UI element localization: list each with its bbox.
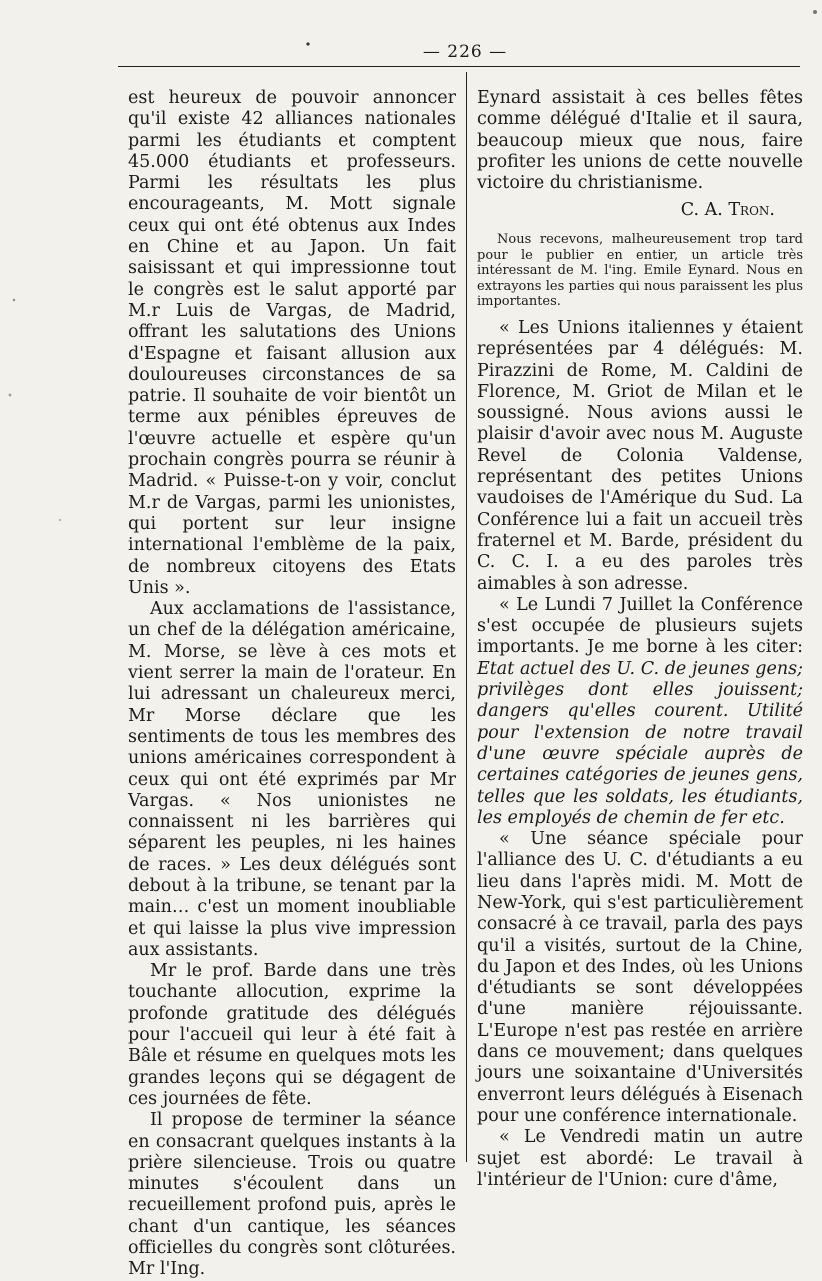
topic-list-italic: Etat actuel des U. C. de jeunes gens; privilèges dont elles jouissent; dangers qu'elles courent. Utilité pour l'extension de notre travail d'une œuvre spéciale auprès de certaines catégories de jeunes gens, telles que les soldats, les étudiants, les employés de chemin de fer etc. xyxy=(477,658,803,828)
signature-text: C. A. Tron. xyxy=(680,200,775,221)
signature xyxy=(477,198,803,222)
left-paragraph-3: Mr le prof. Barde dans une très touchante allocution, exprime la profonde gratitude des délégués pour l'accueil qui leur à été fait à Bâle et résume en quelques mots les grandes leçons qui se dégagent de ces journées de fête. xyxy=(128,961,456,1109)
left-paragraph-1: est heureux de pouvoir annoncer qu'il existe 42 alliances nationales parmi les étudiants et comptent 45.000 étudiants et professeurs. Parmi les résultats les plus encourageants, M. Mott signale ceux qui ont été obtenus aux Indes en Chine et au Japon. Un fait saisissant et qui impressionne tout le congrès est le salut apporté par M.r Luis de Vargas, de Madrid, offrant les salutations des Unions d'Espagne et faisant allusion aux douloureuses circonstances de sa patrie. Il souhaite de voir bientôt un terme aux pénibles épreuves de l'œuvre actuelle et espère qu'un prochain congrès pourra se réunir à Madrid. « Puisse-t-on y voir, conclut M.r de Vargas, parmi les unionistes, qui portent sur leur insigne international l'emblème de la paix, de nombreux citoyens des Etats Unis ». xyxy=(128,88,456,598)
right-paragraph-3: « Une séance spéciale pour l'alliance des U. C. d'étudiants a eu lieu dans l'après midi. M. Mott de New-York, qui s'est particulièrement consacré à ce travail, parla des pays qu'il a visités, surtout de la Chine, du Japon et des Indes, où les Unions d'étudiants se sont développées d'une manière réjouissante. L'Europe n'est pas restée en arrière dans ce mouvement; dans quelques jours une soixantaine d'Universités enverront leurs délégués à Eisenach pour une conférence internationale. xyxy=(477,829,803,1126)
left-paragraph-2: Aux acclamations de l'assistance, un chef de la délégation américaine, M. Morse, se lève à ces mots et vient serrer la main de l'orateur. En lui adressant un chaleureux merci, Mr Morse déclare que les sentiments de tous les membres des unions américaines correspondent à ceux qui ont été exprimés par Mr Vargas. « Nos unionistes ne connaissent ni les barrières qui séparent les peuples, ni les haines de races. » Les deux délégués sont debout à la tribune, se tenant par la main… c'est un moment inoubliable et qui laisse la plus vive impression aux assistants. xyxy=(128,599,456,960)
page-number: — 226 — xyxy=(422,42,508,62)
left-column xyxy=(128,88,456,1281)
left-paragraph-4: Il propose de terminer la séance en consacrant quelques instants à la prière silencieuse. Trois ou quatre minutes s'écoulent dans un recueillement profond puis, après le chant d'un cantique, les séances officielles du congrès sont clôturées. Mr l'Ing. xyxy=(128,1110,456,1280)
column-divider xyxy=(466,72,467,1162)
right-column xyxy=(477,88,803,1191)
right-intro-paragraph: Eynard assistait à ces belles fêtes comme délégué d'Italie et il saura, beaucoup mieux que nous, faire profiter les unions de cette nouvelle victoire du christianisme. xyxy=(477,88,803,194)
editor-note: Nous recevons, malheureusement trop tard pour le publier en entier, un article très intéressant de M. l'ing. Emile Eynard. Nous en extrayons les parties qui nous paraissent les plus importantes. xyxy=(477,232,803,310)
right-paragraph-1: « Les Unions italiennes y étaient représentées par 4 délégués: M. Pirazzini de Rome, M. Caldini de Florence, M. Griot de Milan et le soussigné. Nous avions aussi le plaisir d'avoir avec nous M. Auguste Revel de Colonia Valdense, représentant des petites Unions vaudoises de l'Amérique du Sud. La Conférence lui a fait un accueil très fraternel et M. Barde, président du C. C. I. a eu des paroles très aimables à son adresse. xyxy=(477,317,803,594)
right-paragraph-4: « Le Vendredi matin un autre sujet est abordé: Le travail à l'intérieur de l'Union: cure d'âme, xyxy=(477,1127,803,1190)
right-paragraph-2-text: « Le Lundi 7 Juillet la Conférence s'est occupée de plusieurs sujets importants. Je me borne à les citer: xyxy=(477,594,803,658)
header-rule xyxy=(118,66,800,67)
right-paragraph-2 xyxy=(477,595,803,829)
